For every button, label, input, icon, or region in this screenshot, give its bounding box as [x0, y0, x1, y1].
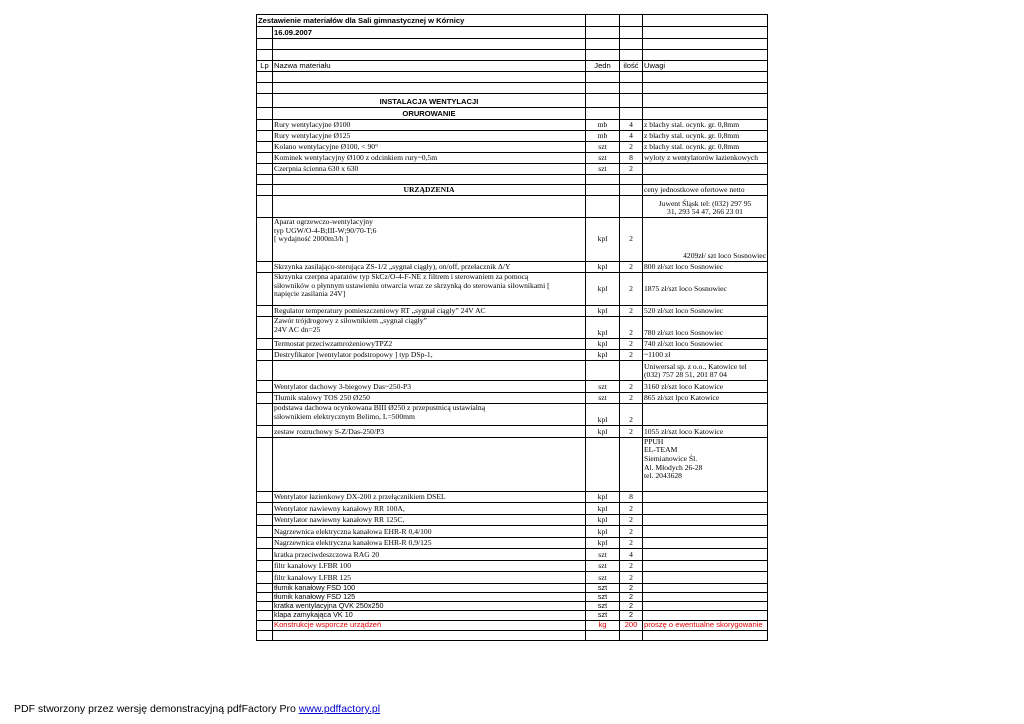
cell-uwagi: z blachy stal. ocynk. gr. 0,8mm: [643, 131, 768, 142]
cell-uwagi: [643, 526, 768, 538]
cell-uwagi: [643, 560, 768, 572]
cell-ilosc: 8: [620, 491, 643, 503]
supplier-juwent: Juwent Śląsk tel: (032) 297 95 31, 293 54 47, 266 23 01: [643, 196, 768, 218]
cell-jedn: kpl: [586, 262, 620, 273]
cell-lp: [257, 426, 273, 438]
cell-lp: [257, 592, 273, 601]
cell-lp: [257, 153, 273, 164]
cell-jedn: szt: [586, 164, 620, 175]
cell-lp: [257, 560, 273, 572]
cell-lp: [257, 350, 273, 361]
cell-uwagi: [643, 164, 768, 175]
table-row: [257, 611, 768, 620]
cell-jedn: szt: [586, 381, 620, 393]
subsection-urzadzenia: URZĄDZENIA: [273, 185, 586, 196]
footer-link[interactable]: www.pdffactory.pl: [298, 703, 381, 715]
cell-lp: [257, 339, 273, 350]
cell-name: Destryfikator [wentylator podstropowy ] typ DSp-1,: [273, 350, 586, 361]
cell-ilosc: 2: [620, 306, 643, 317]
cell-jedn: szt: [586, 549, 620, 561]
cell-uwagi: [643, 611, 768, 620]
cell-ilosc: 8: [620, 153, 643, 164]
cell-name: Wentylator łazienkowy DX-200 z przełącznikiem DSEL: [273, 491, 586, 503]
cell-ilosc: 2: [620, 503, 643, 515]
table-row: podstawa dachowa ocynkowana BIII Ø250 z przepustnicą ustawialną siłownikiem elektrycznym Belimo, L=500mm kpl 2: [257, 404, 768, 426]
cell-lp: [257, 572, 273, 584]
cell-ilosc: 2: [620, 560, 643, 572]
cell-uwagi: 3160 zł/szt loco Katowice: [643, 381, 768, 393]
cell-name: Wentylator nawiewny kanałowy RR 125C,: [273, 514, 586, 526]
column-jedn: Jedn: [586, 61, 620, 72]
cell-uwagi: [643, 549, 768, 561]
cell-lp: [257, 262, 273, 273]
cell-ilosc: 2: [620, 339, 643, 350]
cell-name: Rury wentylacyjne Ø125: [273, 131, 586, 142]
cell-uwagi: [643, 491, 768, 503]
pdf-footer: [14, 703, 380, 715]
cell-name: Nagrzewnica elektryczna kanałowa EHR-R 0,9/125: [273, 537, 586, 549]
table-row: [257, 339, 768, 350]
table-row: [257, 583, 768, 592]
table-row: Skrzynka czerpna aparatów typ SkCz/O-4-F-NE z filtrem i sterowaniem za pomocą siłowników o płynnym ustawieniu otwarcia wraz ze skrzynką do sterowania siłownikami [ napięcie zasilania 24V] kpl 2 1875 zł/szt loco Sosnowiec: [257, 273, 768, 306]
cell-uwagi: [643, 602, 768, 611]
cell-jedn: szt: [586, 602, 620, 611]
cell-name: Skrzynka zasilająco-sterująca ZS-1/2 „sygnał ciągły), on/off, przełacznik Δ/Y: [273, 262, 586, 273]
cell-lp: [257, 503, 273, 515]
cell-uwagi: [643, 503, 768, 515]
cell-jedn: mb: [586, 120, 620, 131]
subsection-orurowanie: ORUROWANIE: [273, 108, 586, 120]
cell-lp: [257, 120, 273, 131]
table-row: [257, 381, 768, 393]
cell-uwagi: z blachy stal. ocynk. gr. 0,8mm: [643, 120, 768, 131]
table-row: [257, 153, 768, 164]
cell-jedn: kpl: [586, 339, 620, 350]
materials-sheet: [256, 14, 768, 641]
cell-name: Regulator temperatury pomieszczeniowy RT „sygnał ciągły” 24V AC: [273, 306, 586, 317]
cell-ilosc: 2: [620, 142, 643, 153]
cell-name: tłumik kanałowy FSD 100: [273, 583, 586, 592]
konstrukcje-row: Konstrukcje wsporcze urządzeń kg 200 proszę o ewentualne skorygowanie: [257, 620, 768, 630]
cell-jedn: kpl: [586, 526, 620, 538]
cell-uwagi: [643, 583, 768, 592]
cell-uwagi: 1055 zł/szt loco Katowice: [643, 426, 768, 438]
cell-ilosc: 2: [620, 262, 643, 273]
cell-lp: [257, 549, 273, 561]
column-header-row: [257, 61, 768, 72]
cell-lp: [257, 306, 273, 317]
cell-uwagi: [643, 592, 768, 601]
table-row: Zawór trójdrogowy z siłownikiem „sygnał ciągły” 24V AC dn=25 kpl 2 780 zł/szt loco Sosnowiec: [257, 317, 768, 339]
cell-name: kratka przeciwdeszczowa RAG 20: [273, 549, 586, 561]
orurowanie-rows: [257, 120, 768, 175]
cell-jedn: szt: [586, 572, 620, 584]
cell-jedn: mb: [586, 131, 620, 142]
table-row: [257, 549, 768, 561]
table-row: [257, 602, 768, 611]
cell-ilosc: 4: [620, 549, 643, 561]
supplier-elteam: PPUH EL-TEAM Siemianowice Śl. Al. Młodych 26-28 tel. 2043628: [643, 437, 768, 491]
cell-name: Wentylator nawiewny kanałowy RR 100A,: [273, 503, 586, 515]
cell-ilosc: 2: [620, 164, 643, 175]
table-row: [257, 426, 768, 438]
table-row: [257, 350, 768, 361]
cell-ilosc: 2: [620, 514, 643, 526]
cell-name: Kominek wentylacyjny Ø100 z odcinkiem rury~0,5m: [273, 153, 586, 164]
footer-text: PDF stworzony przez wersję demonstracyjną pdfFactory Pro: [14, 703, 299, 715]
cell-name: Tłumik stalowy TOS 250 Ø250: [273, 392, 586, 404]
cell-jedn: kpl: [586, 426, 620, 438]
cell-name: Wentylator dachowy 3-biegowy Das~250-P3: [273, 381, 586, 393]
table-row: [257, 491, 768, 503]
cell-jedn: szt: [586, 583, 620, 592]
table-row: [257, 514, 768, 526]
table-row: Aparat ogrzewczo-wentylacyjny typ UGW/O-4-B;III-W;90/70-T;6 [ wydajność 2000m3/h ] kpl 2 4209zł/ szt loco Sosnowiec: [257, 218, 768, 262]
cell-name: zestaw rozruchowy S-Z/Das-250/P3: [273, 426, 586, 438]
cell-ilosc: 2: [620, 611, 643, 620]
cell-jedn: kpl: [586, 503, 620, 515]
column-uwagi: Uwagi: [643, 61, 768, 72]
cell-ilosc: 2: [620, 583, 643, 592]
cell-lp: [257, 526, 273, 538]
cell-ilosc: 4: [620, 131, 643, 142]
cell-ilosc: 2: [620, 426, 643, 438]
cell-lp: [257, 514, 273, 526]
cell-ilosc: 2: [620, 537, 643, 549]
cell-lp: [257, 583, 273, 592]
cell-jedn: szt: [586, 142, 620, 153]
cell-name: filtr kanałowy LFBR 125: [273, 572, 586, 584]
cell-jedn: szt: [586, 560, 620, 572]
column-lp: Lp: [257, 61, 273, 72]
cell-name: Nagrzewnica elektryczna kanałowa EHR-R 0,4/100: [273, 526, 586, 538]
cell-name: kratka wentylacyjna QVK 250x250: [273, 602, 586, 611]
cell-lp: [257, 381, 273, 393]
cell-uwagi: [643, 537, 768, 549]
price-note: ceny jednostkowe ofertowe netto: [643, 185, 768, 196]
cell-uwagi: z blachy stal. ocynk. gr. 0,8mm: [643, 142, 768, 153]
cell-uwagi: [643, 572, 768, 584]
cell-name: Kolano wentylacyjne Ø100, < 90°: [273, 142, 586, 153]
cell-lp: [257, 131, 273, 142]
cell-ilosc: 2: [620, 381, 643, 393]
table-row: [257, 526, 768, 538]
table-row: [257, 131, 768, 142]
cell-ilosc: 2: [620, 602, 643, 611]
cell-name: Czerpnia ścienna 630 x 630: [273, 164, 586, 175]
cell-uwagi: ~1100 zł: [643, 350, 768, 361]
column-ilosc: ilość: [620, 61, 643, 72]
cell-jedn: szt: [586, 611, 620, 620]
table-row: [257, 572, 768, 584]
cell-name: klapa zamykająca VK 10: [273, 611, 586, 620]
cell-ilosc: 2: [620, 350, 643, 361]
table-row: [257, 503, 768, 515]
table-row: [257, 560, 768, 572]
cell-jedn: szt: [586, 153, 620, 164]
table-row: [257, 306, 768, 317]
cell-jedn: szt: [586, 592, 620, 601]
sheet-date: 16.09.2007: [273, 27, 586, 39]
supplier-uniwersal: Uniwersal sp. z o.o., Katowice tel (032) 757 28 51, 201 87 04: [643, 361, 768, 381]
cell-uwagi: 800 zł/szt loco Sosnowiec: [643, 262, 768, 273]
cell-jedn: kpl: [586, 537, 620, 549]
cell-lp: [257, 392, 273, 404]
cell-jedn: kpl: [586, 306, 620, 317]
cell-name: tłumik kanałowy FSD 125: [273, 592, 586, 601]
section-title: INSTALACJA WENTYLACJI: [273, 94, 586, 108]
cell-ilosc: 4: [620, 120, 643, 131]
column-name: Nazwa materiału: [273, 61, 586, 72]
table-row: [257, 392, 768, 404]
table-row: [257, 537, 768, 549]
cell-name: Rury wentylacyjne Ø100: [273, 120, 586, 131]
cell-ilosc: 2: [620, 572, 643, 584]
cell-lp: [257, 164, 273, 175]
cell-jedn: szt: [586, 392, 620, 404]
cell-name: Termostat przeciwzamrożeniowyTPZ2: [273, 339, 586, 350]
table-row: [257, 164, 768, 175]
cell-jedn: kpl: [586, 350, 620, 361]
cell-uwagi: 865 zł/szt lpco Katowice: [643, 392, 768, 404]
cell-uwagi: wyloty z wentylatorów łazienkowych: [643, 153, 768, 164]
table-row: [257, 592, 768, 601]
table-row: [257, 142, 768, 153]
table-row: [257, 120, 768, 131]
table-row: [257, 262, 768, 273]
cell-uwagi: 520 zł/szt loco Sosnowiec: [643, 306, 768, 317]
sheet-title: Zestawienie materiałów dla Sali gimnastycznej w Kórnicy: [257, 15, 586, 27]
cell-lp: [257, 491, 273, 503]
cell-jedn: kpl: [586, 491, 620, 503]
cell-ilosc: 2: [620, 592, 643, 601]
cell-ilosc: 2: [620, 392, 643, 404]
cell-lp: [257, 142, 273, 153]
cell-lp: [257, 602, 273, 611]
cell-jedn: kpl: [586, 514, 620, 526]
cell-uwagi: [643, 514, 768, 526]
cell-uwagi: 740 zł/szt loco Sosnowiec: [643, 339, 768, 350]
cell-lp: [257, 537, 273, 549]
cell-lp: [257, 611, 273, 620]
cell-ilosc: 2: [620, 526, 643, 538]
cell-name: filtr kanałowy LFBR 100: [273, 560, 586, 572]
